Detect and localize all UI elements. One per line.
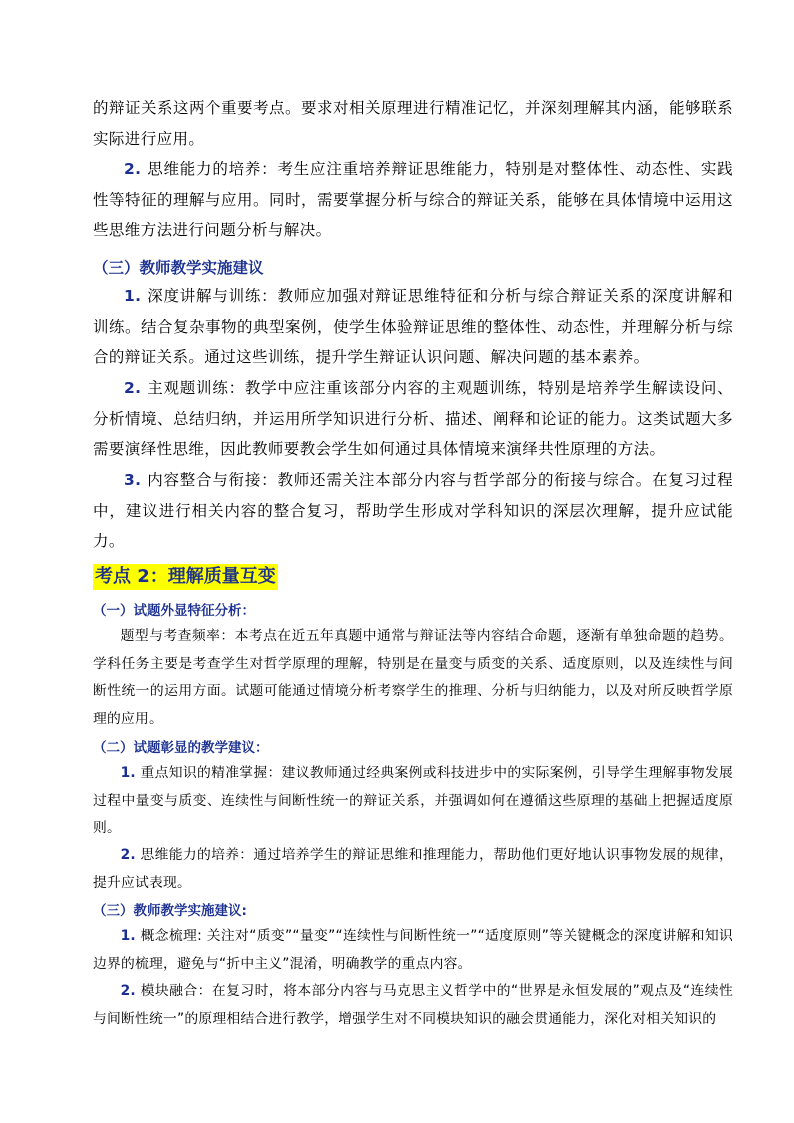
paragraph-text: 概念梳理: 关注对“质变”“量变”“连续性与间断性统一”“适度原则”等关键概念的深度讲解和知识边界的梳理，避免与“折中主义”混淆，明确教学的重点内容。: [93, 928, 733, 972]
paragraph-continuation: [93, 93, 733, 154]
item-number: 2.: [124, 379, 142, 397]
paragraph-text: 思维能力的培养：通过培养学生的辩证思维和推理能力，帮助他们更好地认识事物发展的规律，提升应试表现。: [93, 847, 733, 891]
kaodian-2-title: 考点 2：理解质量互变: [93, 564, 278, 590]
paragraph-text: 模块融合：在复习时，将本部分内容与马克思主义哲学中的“世界是永恒发展的”观点及“连续性与间断性统一”的原理相结合进行教学，增强学生对不同模块知识的融会贯通能力，深化对相关知识的: [93, 983, 733, 1027]
paragraph-concept-sorting: [93, 923, 733, 978]
paragraph-thinking-ability: [93, 154, 733, 246]
subheading-features: （一）试题外显特征分析：: [93, 603, 255, 619]
paragraph-question-type: 题型与考查频率：本考点在近五年真题中通常与辩证法等内容结合命题，逐渐有单独命题的趋势。学科任务主要是考查学生对哲学原理的理解，特别是在量变与质变的关系、适度原则，以及连续性与间断性统一的运用方面。试题可能通过情境分析考察学生的推理、分析与归纳能力，以及对所反映哲学原理的应用。: [93, 628, 733, 727]
paragraph-text: 主观题训练：教学中应注重该部分内容的主观题训练，特别是培养学生解读设问、分析情境、总结归纳，并运用所学知识进行分析、描述、阐释和论证的能力。这类试题大多需要演绎性思维，因此教师要教会学生如何通过具体情境来演绎共性原理的方法。: [93, 379, 734, 458]
paragraph-key-knowledge: [93, 760, 733, 843]
paragraph-content-integration: [93, 465, 733, 557]
subheading-teaching-suggestions: （二）试题彰显的教学建议：: [93, 740, 269, 756]
item-number: 3.: [124, 471, 142, 489]
subheading-implementation: （三）教师教学实施建议:: [93, 903, 247, 919]
paragraph-text: 内容整合与衔接：教师还需关注本部分内容与哲学部分的衔接与综合。在复习过程中，建议进行相关内容的整合复习，帮助学生形成对学科知识的深层次理解，提升应试能力。: [93, 471, 734, 550]
paragraph-deep-explanation: [93, 281, 733, 373]
paragraph-module-fusion: [93, 978, 733, 1033]
item-number: 2.: [120, 847, 136, 863]
paragraph-text: 的辩证关系这两个重要考点。要求对相关原理进行精准记忆，并深刻理解其内涵，能够联系实际进行应用。: [93, 99, 733, 148]
item-number: 2.: [120, 983, 136, 999]
paragraph-thinking-training: [93, 842, 733, 897]
item-number: 1.: [120, 928, 136, 944]
item-number: 2.: [124, 160, 142, 178]
paragraph-text: 深度讲解与训练：教师应加强对辩证思维特征和分析与综合辩证关系的深度讲解和训练。结合复杂事物的典型案例，使学生体验辩证思维的整体性、动态性，并理解分析与综合的辩证关系。通过这些训练，提升学生辩证认识问题、解决问题的基本素养。: [93, 287, 734, 366]
paragraph-subjective-training: [93, 373, 733, 465]
paragraph-text: 重点知识的精准掌握：建议教师通过经典案例或科技进步中的实际案例，引导学生理解事物发展过程中量变与质变、连续性与间断性统一的辩证关系，并强调如何在遵循这些原理的基础上把握适度原则。: [93, 765, 733, 836]
paragraph-text: 思维能力的培养：考生应注重培养辩证思维能力，特别是对整体性、动态性、实践性等特征的理解与应用。同时，需要掌握分析与综合的辩证关系，能够在具体情境中运用这些思维方法进行问题分析与解决。: [93, 160, 734, 239]
item-number: 1.: [124, 287, 142, 305]
section-heading-teaching-suggestions: （三）教师教学实施建议: [93, 259, 264, 277]
item-number: 1.: [120, 765, 136, 781]
